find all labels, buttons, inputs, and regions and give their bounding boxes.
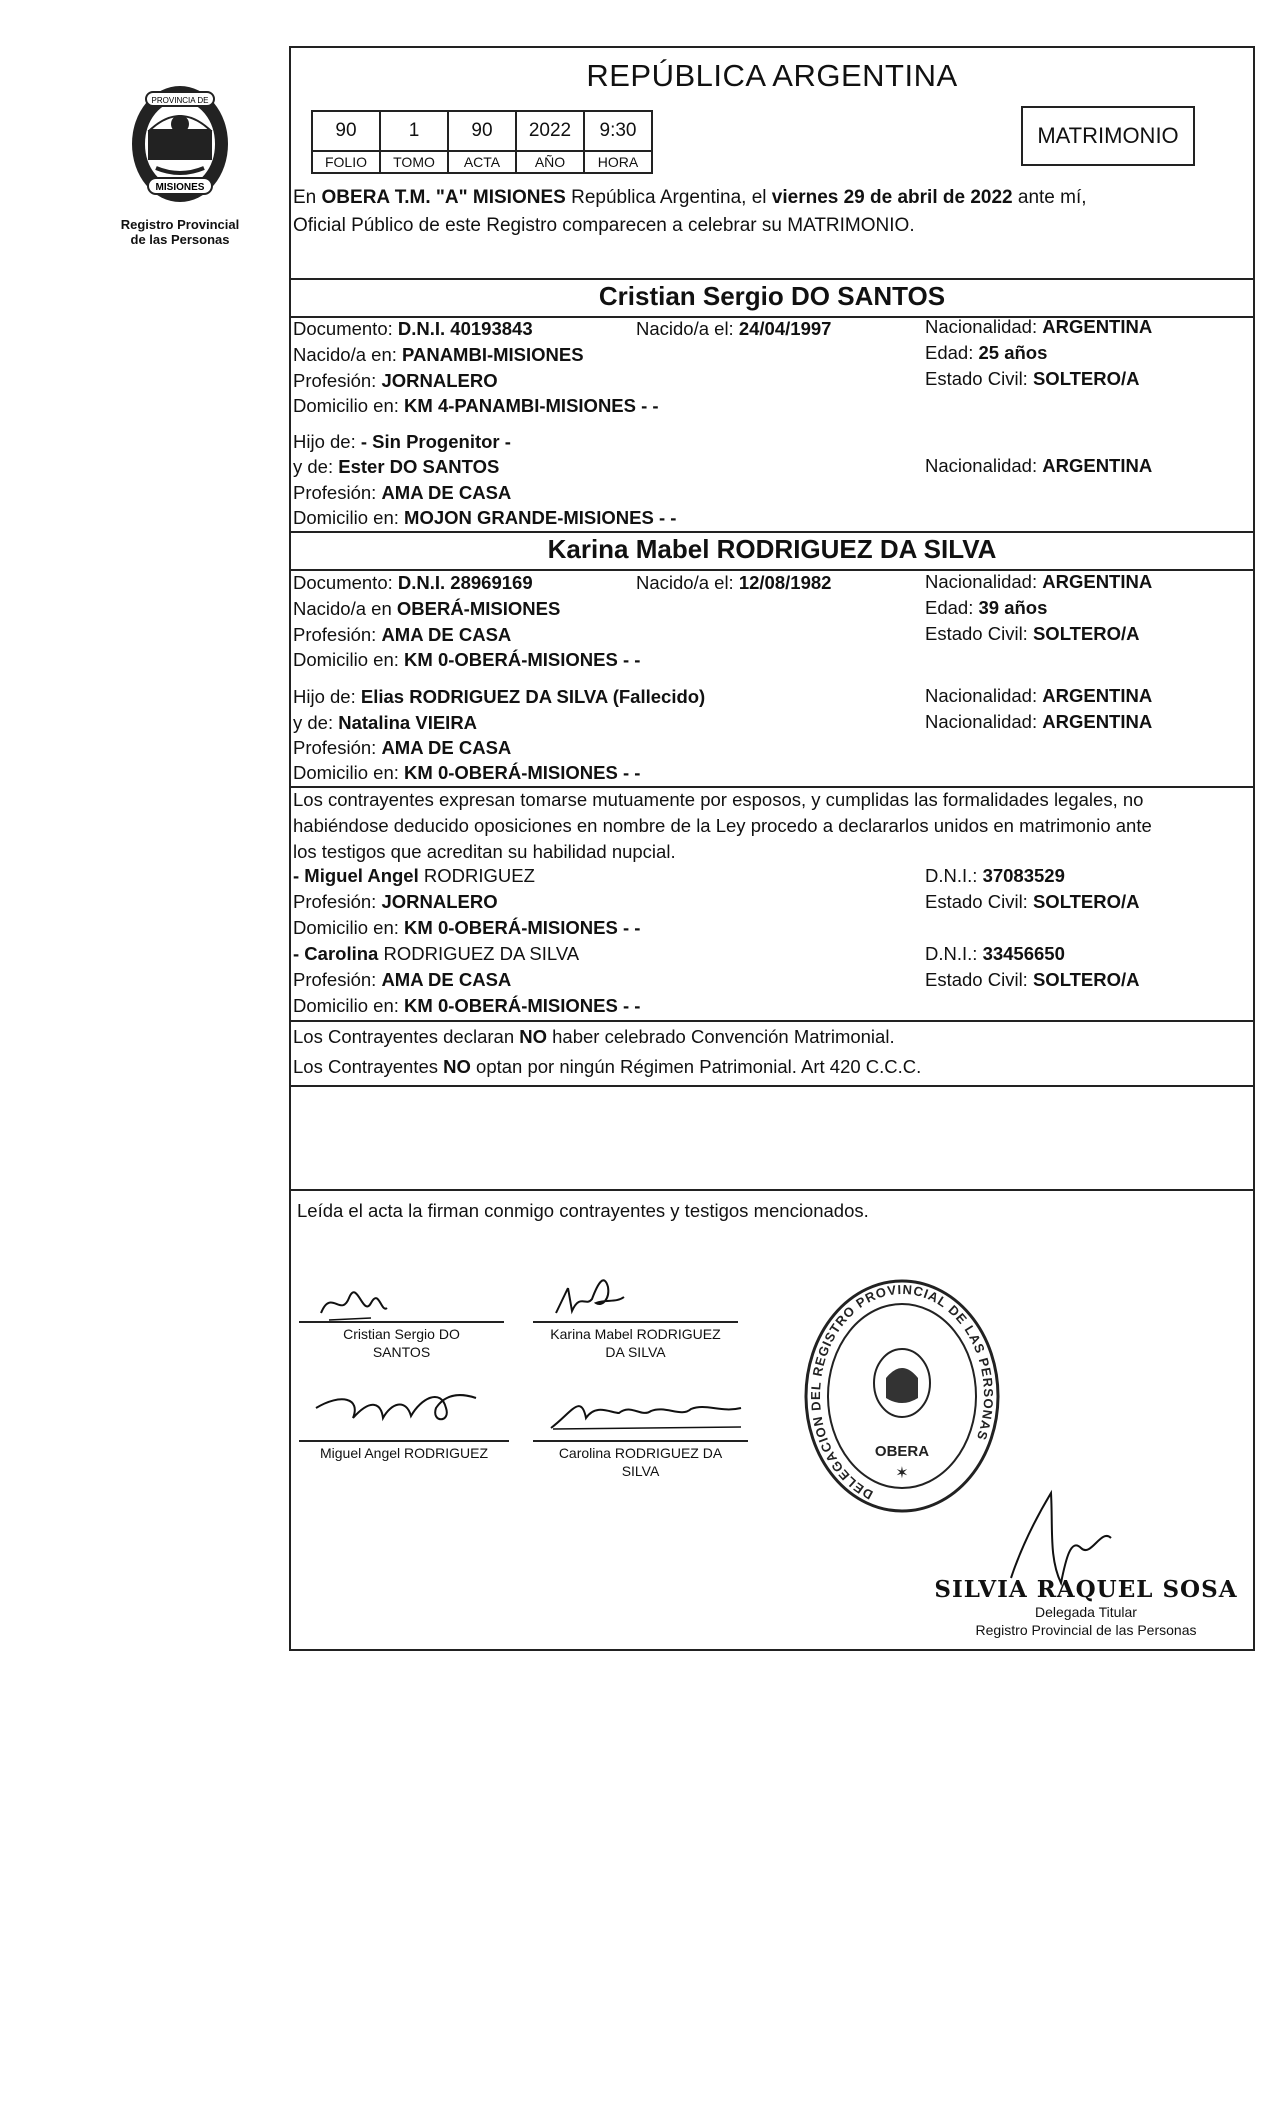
- marriage-certificate-frame: [289, 46, 1255, 1651]
- label: Hijo de:: [293, 686, 361, 707]
- anio-value: 2022: [516, 111, 584, 151]
- caption-line: SILVA: [621, 1463, 660, 1479]
- value: JORNALERO: [381, 370, 498, 391]
- signature-line: [533, 1321, 738, 1323]
- spouse2-age: [925, 595, 1047, 621]
- spouse2-mother-address: [293, 760, 640, 786]
- spouse2-address: [293, 647, 640, 673]
- signature-line: [299, 1440, 509, 1442]
- label: D.N.I.:: [925, 943, 983, 964]
- label: Documento:: [293, 318, 398, 339]
- signature-caption-witness2: [533, 1444, 748, 1480]
- label: Nacionalidad:: [925, 316, 1043, 337]
- text: Los Contrayentes declaran: [293, 1026, 520, 1047]
- spouse1-profession: [293, 368, 498, 394]
- value: KM 0-OBERÁ-MISIONES - -: [404, 917, 641, 938]
- label: Nacionalidad:: [925, 711, 1043, 732]
- coat-of-arms-icon: [120, 78, 240, 208]
- intro-text: En: [293, 187, 322, 208]
- acta-label: ACTA: [448, 151, 516, 173]
- value: RODRIGUEZ DA SILVA: [383, 943, 580, 964]
- spouse1-mother-profession: [293, 480, 511, 506]
- value: PANAMBI-MISIONES: [402, 344, 584, 365]
- hora-label: HORA: [584, 151, 652, 173]
- folio-value: 90: [312, 111, 380, 151]
- value: RODRIGUEZ: [423, 865, 535, 886]
- value: 37083529: [982, 865, 1065, 886]
- intro-place: OBERA T.M. "A" MISIONES: [321, 187, 566, 208]
- declaration-line: Los contrayentes expresan tomarse mutuamente por esposos, y cumplidas las formalidades legales, no: [293, 789, 1144, 810]
- registrar-name: SILVIA RAQUEL SOSA: [934, 1576, 1238, 1603]
- label: Estado Civil:: [925, 368, 1033, 389]
- value: KM 4-PANAMBI-MISIONES - -: [404, 395, 659, 416]
- caption-line: SANTOS: [372, 1344, 431, 1360]
- caption-line: Cristian Sergio DO: [343, 1326, 460, 1342]
- tomo-label: TOMO: [380, 151, 448, 173]
- signature-caption-witness1: [299, 1444, 509, 1462]
- spouse1-nationality: [925, 314, 1152, 340]
- witness2-address: [293, 993, 640, 1019]
- prenuptial-statement: [293, 1024, 895, 1050]
- value: MOJON GRANDE-MISIONES - -: [404, 507, 677, 528]
- value: 33456650: [982, 943, 1065, 964]
- value: ARGENTINA: [1042, 316, 1153, 337]
- label: Domicilio en:: [293, 507, 405, 528]
- label: y de:: [293, 712, 339, 733]
- value: - Miguel Angel: [293, 865, 424, 886]
- value: 12/08/1982: [738, 572, 832, 593]
- label: y de:: [293, 456, 339, 477]
- spouse2-mother: [293, 710, 477, 736]
- witness2-name: [293, 941, 579, 967]
- value: SOLTERO/A: [1032, 623, 1140, 644]
- acta-value: 90: [448, 111, 516, 151]
- label: Nacido/a en:: [293, 344, 403, 365]
- value: KM 0-OBERÁ-MISIONES - -: [404, 649, 641, 670]
- spouse2-nationality: [925, 569, 1152, 595]
- value: - Carolina: [293, 943, 384, 964]
- spouse2-mother-profession: [293, 735, 511, 761]
- folio-label: FOLIO: [312, 151, 380, 173]
- intro-text: República Argentina, el: [565, 187, 772, 208]
- label: Hijo de:: [293, 431, 361, 452]
- value: 25 años: [978, 342, 1048, 363]
- signature-line: [533, 1440, 748, 1442]
- intro-line1: [293, 184, 1255, 212]
- value: D.N.I. 40193843: [397, 318, 533, 339]
- label: Domicilio en:: [293, 995, 405, 1016]
- caption-line: Karina Mabel RODRIGUEZ: [550, 1326, 721, 1342]
- value: SOLTERO/A: [1032, 368, 1140, 389]
- spouse2-civil-status: [925, 621, 1140, 647]
- tomo-value: 1: [380, 111, 448, 151]
- witness1-address: [293, 915, 640, 941]
- caption-line: Carolina RODRIGUEZ DA: [558, 1445, 723, 1461]
- label: Profesión:: [293, 624, 382, 645]
- signature-caption-spouse2: [533, 1325, 738, 1361]
- text: haber celebrado Convención Matrimonial.: [547, 1026, 895, 1047]
- closing-statement: Leída el acta la firman conmigo contrayentes y testigos mencionados.: [297, 1200, 869, 1221]
- value: JORNALERO: [381, 891, 498, 912]
- document-title: REPÚBLICA ARGENTINA: [586, 58, 958, 93]
- spouse1-age: [925, 340, 1047, 366]
- spouse2-profession: [293, 622, 511, 648]
- text: optan por ningún Régimen Patrimonial. Art 420 C.C.C.: [470, 1056, 922, 1077]
- logo-caption: [100, 217, 260, 247]
- witness1-dni: [925, 863, 1065, 889]
- value: Ester DO SANTOS: [338, 456, 500, 477]
- declaration-paragraph: [293, 787, 1255, 865]
- spouse2-name: Karina Mabel RODRIGUEZ DA SILVA: [547, 534, 997, 564]
- label: Profesión:: [293, 891, 382, 912]
- spouse1-name: Cristian Sergio DO SANTOS: [598, 281, 946, 311]
- label: Estado Civil:: [925, 891, 1033, 912]
- value: KM 0-OBERÁ-MISIONES - -: [404, 995, 641, 1016]
- value: ARGENTINA: [1042, 571, 1153, 592]
- text: Los Contrayentes: [293, 1056, 444, 1077]
- label: Profesión:: [293, 370, 382, 391]
- caption-line: DA SILVA: [605, 1344, 666, 1360]
- emblem-text-bottom: MISIONES: [155, 182, 205, 193]
- witness2-civil-status: [925, 967, 1140, 993]
- value: ARGENTINA: [1042, 455, 1153, 476]
- signature-line: [299, 1321, 504, 1323]
- spouse1-address: [293, 393, 659, 419]
- declaration-line: habiéndose deducido oposiciones en nombre de la Ley procedo a declararlos unidos en matrimonio ante: [293, 815, 1152, 836]
- spouse1-father: [293, 429, 511, 455]
- spouse1-civil-status: [925, 366, 1140, 392]
- spouse1-mother: [293, 454, 499, 480]
- value: ARGENTINA: [1042, 711, 1153, 732]
- value: AMA DE CASA: [381, 482, 512, 503]
- signature-scribble: [541, 1383, 761, 1443]
- emblem-text-top: PROVINCIA DE: [151, 96, 209, 105]
- divider: [291, 1189, 1253, 1191]
- value: AMA DE CASA: [381, 969, 512, 990]
- logo-caption-line1: Registro Provincial: [120, 217, 240, 232]
- label: Documento:: [293, 572, 398, 593]
- label: Domicilio en:: [293, 917, 405, 938]
- caption-line: Miguel Angel RODRIGUEZ: [319, 1445, 489, 1461]
- value: ARGENTINA: [1042, 685, 1153, 706]
- witness1-name: [293, 863, 535, 889]
- spouse1-mother-address: [293, 505, 676, 531]
- logo-caption-line2: de las Personas: [130, 232, 230, 247]
- value: AMA DE CASA: [381, 737, 512, 758]
- label: Profesión:: [293, 969, 382, 990]
- hora-value: 9:30: [584, 111, 652, 151]
- value: 24/04/1997: [738, 318, 832, 339]
- label: Nacionalidad:: [925, 455, 1043, 476]
- seal-star-icon: ✶: [895, 1463, 909, 1482]
- label: Profesión:: [293, 737, 382, 758]
- emphasis: NO: [443, 1056, 471, 1077]
- spouse2-birthplace: [293, 596, 560, 622]
- spouse1-birthdate: [636, 316, 831, 342]
- label: Profesión:: [293, 482, 382, 503]
- emphasis: NO: [519, 1026, 547, 1047]
- label: Estado Civil:: [925, 969, 1033, 990]
- intro-text: ante mí,: [1012, 187, 1087, 208]
- value: SOLTERO/A: [1032, 969, 1140, 990]
- spouse2-father-nationality: [925, 683, 1152, 709]
- value: AMA DE CASA: [381, 624, 512, 645]
- spouse2-mother-nationality: [925, 709, 1152, 735]
- divider: [291, 278, 1253, 280]
- value: Elias RODRIGUEZ DA SILVA (Fallecido): [360, 686, 706, 707]
- certificate-type-box: MATRIMONIO: [1021, 106, 1195, 166]
- divider: [291, 531, 1253, 533]
- official-seal-stamp: [802, 1278, 1002, 1518]
- provincial-registry-logo: [100, 78, 260, 247]
- divider: [291, 1085, 1253, 1087]
- signature-scribble: [546, 1263, 696, 1328]
- witness2-dni: [925, 941, 1065, 967]
- spouse2-birthdate: [636, 570, 831, 596]
- registry-reference-table: [311, 110, 653, 174]
- declaration-line: los testigos que acreditan su habilidad nupcial.: [293, 841, 676, 862]
- intro-date: viernes 29 de abril de 2022: [771, 187, 1013, 208]
- value: 39 años: [978, 597, 1048, 618]
- intro-line2: Oficial Público de este Registro comparecen a celebrar su MATRIMONIO.: [293, 215, 915, 236]
- intro-paragraph: [293, 184, 1255, 240]
- label: Estado Civil:: [925, 623, 1033, 644]
- registrar-block: [926, 1576, 1246, 1639]
- label: Domicilio en:: [293, 395, 405, 416]
- witness2-profession: [293, 967, 511, 993]
- property-regime-statement: [293, 1054, 921, 1080]
- label: Domicilio en:: [293, 762, 405, 783]
- seal-circular-text: DELEGACION DEL REGISTRO PROVINCIAL DE LAS PERSONAS: [808, 1281, 997, 1503]
- value: SOLTERO/A: [1032, 891, 1140, 912]
- spouse1-birthplace: [293, 342, 584, 368]
- spouse2-father: [293, 684, 705, 710]
- spouse1-mother-nationality: [925, 453, 1152, 479]
- label: Nacido/a el:: [636, 318, 739, 339]
- registrar-organization: Registro Provincial de las Personas: [975, 1622, 1197, 1638]
- label: Domicilio en:: [293, 649, 405, 670]
- divider: [291, 1020, 1253, 1022]
- witness1-civil-status: [925, 889, 1140, 915]
- signature-caption-spouse1: [299, 1325, 504, 1361]
- value: OBERÁ-MISIONES: [396, 598, 561, 619]
- signature-scribble: [311, 1378, 511, 1438]
- witness1-profession: [293, 889, 498, 915]
- label: Nacido/a el:: [636, 572, 739, 593]
- label: Edad:: [925, 597, 979, 618]
- spouse1-document: [293, 316, 533, 342]
- value: KM 0-OBERÁ-MISIONES - -: [404, 762, 641, 783]
- anio-label: AÑO: [516, 151, 584, 173]
- label: Nacionalidad:: [925, 571, 1043, 592]
- spouse2-document: [293, 570, 533, 596]
- label: Edad:: [925, 342, 979, 363]
- value: Natalina VIEIRA: [338, 712, 478, 733]
- value: - Sin Progenitor -: [360, 431, 511, 452]
- value: D.N.I. 28969169: [397, 572, 533, 593]
- seal-city: OBERA: [874, 1443, 930, 1460]
- label: D.N.I.:: [925, 865, 983, 886]
- label: Nacido/a en: [293, 598, 397, 619]
- label: Nacionalidad:: [925, 685, 1043, 706]
- registrar-title: Delegada Titular: [1035, 1604, 1137, 1620]
